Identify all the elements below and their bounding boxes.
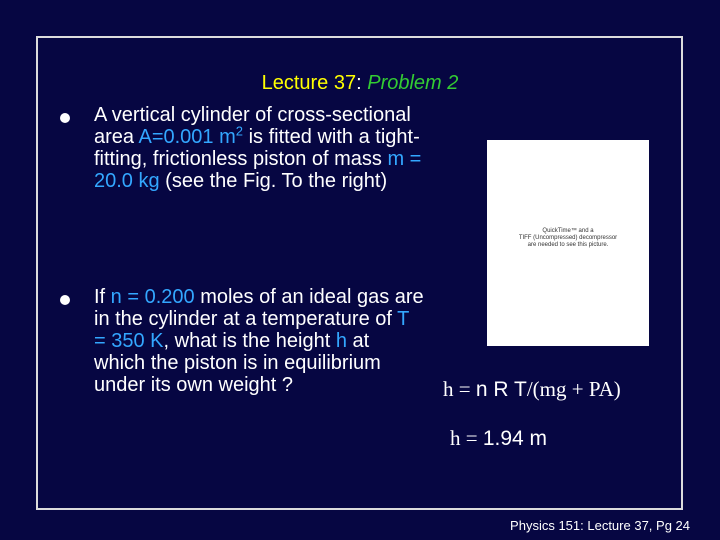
figure-placeholder: [487, 140, 649, 346]
formula1-nrt: n R T: [475, 378, 527, 401]
bullet1-text-b: is fitted with a tight-fitting, frictionless piston of mass: [94, 126, 420, 170]
quicktime-message: QuickTime™ and a TIFF (Uncompressed) decompressor are needed to see this picture.: [518, 228, 618, 248]
formula2-lhs: h =: [450, 426, 483, 450]
formula1-lhs: h =: [443, 377, 476, 401]
result-value: 1.94 m: [482, 427, 548, 450]
formula-height: [443, 377, 621, 402]
bullet-dot-1: [60, 113, 70, 123]
slide-title: [0, 72, 720, 95]
title-lecture: Lecture 37: [261, 72, 357, 94]
temperature-value: T = 350 K: [94, 308, 409, 352]
mass-value: m = 20.0 kg: [94, 148, 422, 192]
moles-value: n = 0.200: [110, 286, 195, 308]
bullet-text-2: [94, 286, 424, 396]
height-symbol: h: [335, 330, 347, 352]
bullet1-text-c: (see the Fig. To the right): [159, 170, 388, 192]
bullet2-text-d: at which the piston is in equilibrium under its own weight ?: [94, 330, 381, 396]
bullet2-text-b: moles of an ideal gas are in the cylinder at a temperature of: [94, 286, 424, 330]
title-problem: Problem 2: [367, 72, 459, 94]
bullet-text-1: [94, 104, 424, 192]
area-exponent: 2: [235, 123, 244, 139]
slide-footer: Physics 151: Lecture 37, Pg 24: [510, 518, 690, 533]
bullet2-text-a: If: [94, 286, 111, 308]
title-colon: :: [356, 72, 362, 94]
bullet2-text-c: , what is the height: [163, 330, 336, 352]
bullet-dot-2: [60, 295, 70, 305]
formula1-denominator: /(mg + PA): [526, 377, 621, 401]
bullet1-text-a: A vertical cylinder of cross-sectional area: [94, 104, 411, 148]
area-value: A=0.001 m: [138, 126, 236, 148]
formula-result: [450, 426, 547, 451]
